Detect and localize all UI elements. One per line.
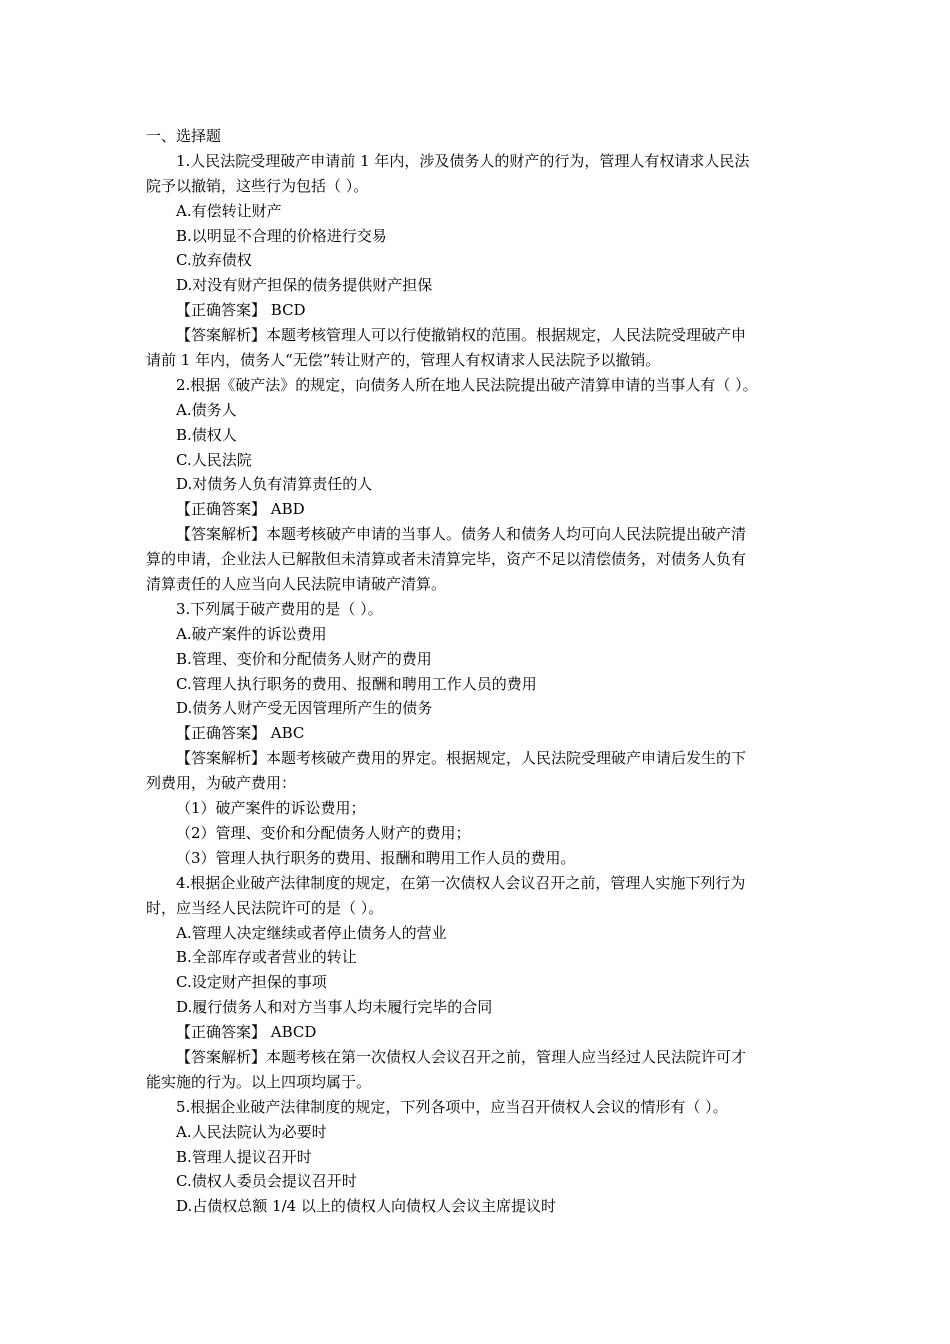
q3-analysis-line1: 【答案解析】本题考核破产费用的界定。根据规定，人民法院受理破产申请后发生的下 <box>176 749 747 768</box>
q5-option-d: D.占债权总额 1/4 以上的债权人向债权人会议主席提议时 <box>176 1197 556 1216</box>
q3-option-a: A.破产案件的诉讼费用 <box>176 624 327 643</box>
q1-analysis-line1: 【答案解析】本题考核管理人可以行使撤销权的范围。根据规定，人民法院受理破产申 <box>176 326 747 345</box>
q1-option-d: D.对没有财产担保的债务提供财产担保 <box>176 276 433 295</box>
q4-analysis-line1: 【答案解析】本题考核在第一次债权人会议召开之前，管理人应当经过人民法院许可才 <box>176 1047 747 1066</box>
q2-analysis-line1: 【答案解析】本题考核破产申请的当事人。债务人和债务人均可向人民法院提出破产清 <box>176 525 747 544</box>
q1-analysis-line2: 请前 1 年内，债务人“无偿”转让财产的，管理人有权请求人民法院予以撤销。 <box>146 351 661 370</box>
q3-stem-line1: 3.下列属于破产费用的是（ ）。 <box>176 599 383 618</box>
q3-option-b: B.管理、变价和分配债务人财产的费用 <box>176 649 432 668</box>
q4-option-d: D.履行债务人和对方当事人均未履行完毕的合同 <box>176 998 493 1017</box>
q4-stem-line2: 时，应当经人民法院许可的是（ ）。 <box>146 898 384 917</box>
document-page <box>146 124 810 1219</box>
q3-analysis-item2: （2）管理、变价和分配债务人财产的费用； <box>176 823 471 842</box>
q4-analysis-line2: 能实施的行为。以上四项均属于。 <box>146 1072 372 1091</box>
q3-option-c: C.管理人执行职务的费用、报酬和聘用工作人员的费用 <box>176 674 537 693</box>
q5-option-c: C.债权人委员会提议召开时 <box>176 1172 357 1191</box>
q3-option-d: D.债务人财产受无因管理所产生的债务 <box>176 699 433 718</box>
q4-stem-line1: 4.根据企业破产法律制度的规定，在第一次债权人会议召开之前，管理人实施下列行为 <box>176 873 746 892</box>
q2-stem-line1: 2.根据《破产法》的规定，向债务人所在地人民法院提出破产清算申请的当事人有（ ）。 <box>176 375 758 394</box>
q2-option-b: B.债权人 <box>176 425 237 444</box>
q2-analysis-line3: 清算责任的人应当向人民法院申请破产清算。 <box>146 575 447 594</box>
q2-answer: 【正确答案】 ABD <box>176 500 305 519</box>
q1-option-b: B.以明显不合理的价格进行交易 <box>176 226 387 245</box>
q4-answer: 【正确答案】 ABCD <box>176 1023 317 1042</box>
q5-option-a: A.人民法院认为必要时 <box>176 1122 327 1141</box>
q3-answer: 【正确答案】 ABC <box>176 724 305 743</box>
q1-option-c: C.放弃债权 <box>176 251 252 270</box>
q4-option-b: B.全部库存或者营业的转让 <box>176 948 357 967</box>
q4-option-a: A.管理人决定继续或者停止债务人的营业 <box>176 923 447 942</box>
q5-option-b: B.管理人提议召开时 <box>176 1147 312 1166</box>
q1-stem-line1: 1.人民法院受理破产申请前 1 年内，涉及债务人的财产的行为，管理人有权请求人民法 <box>176 151 750 170</box>
q2-option-d: D.对债务人负有清算责任的人 <box>176 475 373 494</box>
q2-analysis-line2: 算的申请，企业法人已解散但未清算或者未清算完毕，资产不足以清偿债务，对债务人负有 <box>146 550 747 569</box>
q2-option-a: A.债务人 <box>176 400 237 419</box>
q2-option-c: C.人民法院 <box>176 450 252 469</box>
q3-analysis-item3: （3）管理人执行职务的费用、报酬和聘用工作人员的费用。 <box>176 848 576 867</box>
q3-analysis-item1: （1）破产案件的诉讼费用； <box>176 799 366 818</box>
section-title: 一、选择题 <box>146 127 222 145</box>
q3-analysis-line2: 列费用，为破产费用： <box>146 774 297 793</box>
q4-option-c: C.设定财产担保的事项 <box>176 973 327 992</box>
q1-answer: 【正确答案】 BCD <box>176 301 306 320</box>
q5-stem-line1: 5.根据企业破产法律制度的规定，下列各项中，应当召开债权人会议的情形有（ ）。 <box>176 1097 728 1116</box>
q1-stem-line2: 院予以撤销，这些行为包括（ ）。 <box>146 176 369 195</box>
q1-option-a: A.有偿转让财产 <box>176 201 282 220</box>
